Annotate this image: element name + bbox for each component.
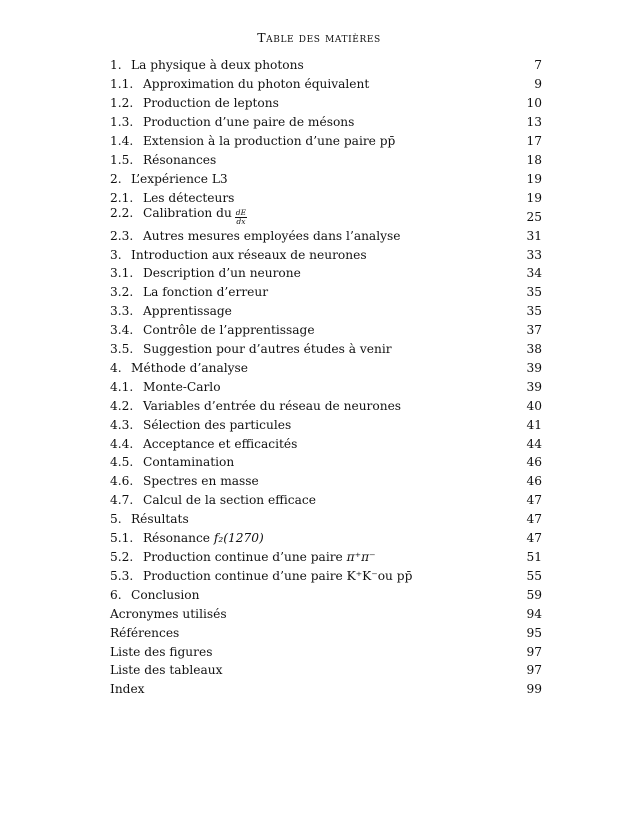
toc-entry-number: 2.2.: [110, 205, 134, 220]
toc-entry-title: Production continue d’une paire K⁺K⁻ou pp̄: [143, 568, 413, 583]
toc-entry-number: 2.3.: [110, 228, 134, 243]
toc-entry-page: 47: [526, 531, 542, 546]
toc-entry-left: [110, 304, 232, 318]
toc-entry-title: Liste des figures: [110, 644, 213, 659]
toc-entry-page: 18: [526, 152, 542, 167]
toc-entry-left: [110, 285, 268, 299]
toc-entry-page: 34: [526, 266, 542, 281]
toc-entry-title: La physique à deux photons: [131, 58, 304, 73]
toc-entry-number: 4.3.: [110, 417, 134, 432]
toc-entry-page: 46: [526, 474, 542, 489]
toc-entry[interactable]: [110, 132, 542, 151]
toc-entry-title: Production de leptons: [143, 96, 279, 111]
toc-entry-left: [110, 134, 395, 148]
toc-entry[interactable]: [110, 56, 542, 75]
toc-entry-title: Apprentissage: [143, 304, 232, 319]
toc-entry-page: 99: [526, 682, 542, 697]
toc-entry-page: 97: [526, 644, 542, 659]
toc-entry-number: 3.3.: [110, 304, 134, 319]
toc-entry-number: 5.: [110, 512, 122, 527]
toc-entry-number: 4.5.: [110, 455, 134, 470]
toc-entry[interactable]: [110, 434, 542, 453]
toc-entry-left: [110, 115, 354, 129]
toc-entry-left: [110, 531, 264, 545]
toc-entry[interactable]: [110, 75, 542, 94]
toc-entry[interactable]: [110, 113, 542, 132]
toc-entry-number: 5.3.: [110, 568, 134, 583]
toc-entry-page: 35: [526, 304, 542, 319]
toc-entry-page: 41: [526, 417, 542, 432]
toc-entry-left: [110, 607, 227, 621]
toc-entry[interactable]: [110, 359, 542, 378]
toc-entry-left: [110, 588, 199, 602]
toc-entry-left: [110, 77, 369, 91]
toc-entry[interactable]: [110, 661, 542, 680]
toc-entry-title: Conclusion: [131, 587, 200, 602]
toc-entry-left: [110, 58, 304, 72]
toc-entry-number: 3.4.: [110, 323, 134, 338]
toc-entry-title: Introduction aux réseaux de neurones: [131, 247, 367, 262]
toc-entry-page: 55: [526, 568, 542, 583]
toc-entry-title: Production continue d’une paire: [143, 550, 343, 565]
toc-entry-page: 59: [526, 587, 542, 602]
toc-entry-page: 10: [526, 96, 542, 111]
toc-entry-page: 7: [534, 58, 542, 73]
toc-entry[interactable]: [110, 453, 542, 472]
toc-entry[interactable]: [110, 623, 542, 642]
toc-entry-left: [110, 512, 189, 526]
toc-entry-number: 1.2.: [110, 96, 134, 111]
toc-entry-number: 1.: [110, 58, 122, 73]
toc-entry-math: f₂(1270): [213, 531, 264, 546]
toc-entry-number: 4.7.: [110, 493, 134, 508]
toc-entry-page: 35: [526, 285, 542, 300]
toc-entry-title: Références: [110, 625, 180, 640]
toc-entry-title: Index: [110, 682, 145, 697]
toc-entry-left: [110, 96, 279, 110]
toc-entry-number: 3.5.: [110, 342, 134, 357]
toc-entry[interactable]: [110, 340, 542, 359]
toc-entry[interactable]: [110, 510, 542, 529]
toc-entry[interactable]: [110, 642, 542, 661]
toc-entry-number: 2.: [110, 171, 122, 186]
toc-entry-number: 6.: [110, 587, 122, 602]
toc-entry-page: 46: [526, 455, 542, 470]
toc-entry-page: 25: [526, 209, 542, 224]
toc-entry-title: Description d’un neurone: [143, 266, 301, 281]
toc-entry-title: Sélection des particules: [143, 417, 292, 432]
toc-entry-title: Résultats: [131, 512, 189, 527]
toc-entry-title: Contrôle de l’apprentissage: [143, 323, 315, 338]
toc-entry-page: 31: [526, 228, 542, 243]
toc-entry-left: [110, 323, 315, 337]
toc-entry-left: [110, 248, 367, 262]
toc-entry-left: [110, 626, 179, 640]
toc-entry[interactable]: [110, 472, 542, 491]
toc-entry-page: 38: [526, 342, 542, 357]
toc-entry-title: Extension à la production d’une paire pp̄: [143, 134, 396, 149]
toc-entry-page: 9: [534, 77, 542, 92]
page-title: Table des matières: [257, 30, 381, 45]
toc-entry[interactable]: [110, 377, 542, 396]
toc-entry-left: [110, 437, 297, 451]
toc-entry-title: Liste des tableaux: [110, 663, 223, 678]
toc-entry-title: L’expérience L3: [131, 171, 228, 186]
toc-entry[interactable]: [110, 188, 542, 207]
toc-entry-title: La fonction d’erreur: [143, 285, 269, 300]
toc-entry-title: Contamination: [143, 455, 235, 470]
toc-entry[interactable]: [110, 585, 542, 604]
toc-entry-number: 4.6.: [110, 474, 134, 489]
toc-entry-left: [110, 191, 234, 205]
toc-entry-number: 3.1.: [110, 266, 134, 281]
toc-entry-number: 4.1.: [110, 379, 134, 394]
toc-entry-left: [110, 342, 392, 356]
toc-entry[interactable]: [110, 604, 542, 623]
toc-entry-page: 13: [526, 115, 542, 130]
toc-entry-number: 5.1.: [110, 531, 134, 546]
toc-entry[interactable]: [110, 207, 542, 226]
toc-entry-number: 4.4.: [110, 436, 134, 451]
toc-entry-title: Monte-Carlo: [143, 379, 221, 394]
toc-entry-title: Acceptance et efficacités: [143, 436, 298, 451]
toc-entry-number: 1.1.: [110, 77, 134, 92]
fraction-denominator: dx: [236, 216, 246, 226]
toc-entry-page: 39: [526, 360, 542, 375]
toc-entry[interactable]: [110, 151, 542, 170]
toc-entry-title: Production d’une paire de mésons: [143, 115, 355, 130]
toc-entry-title: Les détecteurs: [143, 190, 235, 205]
toc-entry-page: 47: [526, 512, 542, 527]
toc-entry-page: 44: [526, 436, 542, 451]
toc-entry-number: 1.4.: [110, 134, 134, 149]
toc-entry-page: 37: [526, 323, 542, 338]
toc-entry-left: [110, 380, 221, 394]
toc-entry-left: [110, 361, 248, 375]
toc-entry-page: 33: [526, 247, 542, 262]
toc-entry-title: Approximation du photon équivalent: [143, 77, 370, 92]
toc-entry-left: [110, 266, 301, 280]
toc-entry-page: 19: [526, 190, 542, 205]
toc-entry-left: [110, 682, 145, 696]
toc-entry-page: 39: [526, 379, 542, 394]
toc-entry[interactable]: [110, 169, 542, 188]
toc-list: [110, 56, 542, 699]
toc-entry-page: 94: [526, 606, 542, 621]
toc-entry-left: [110, 153, 216, 167]
toc-entry-title: Autres mesures employées dans l’analyse: [143, 228, 401, 243]
toc-entry-page: 97: [526, 663, 542, 678]
toc-entry-page: 40: [526, 398, 542, 413]
toc-entry-title: Variables d’entrée du réseau de neurones: [143, 398, 402, 413]
toc-entry[interactable]: [110, 302, 542, 321]
toc-entry-number: 3.: [110, 247, 122, 262]
toc-entry-title: Résonance: [143, 531, 210, 546]
toc-entry-title: Résonances: [143, 152, 217, 167]
toc-entry-left: [110, 493, 316, 507]
toc-entry[interactable]: [110, 94, 542, 113]
toc-entry-title: Méthode d’analyse: [131, 360, 248, 375]
toc-entry-number: 1.3.: [110, 115, 134, 130]
toc-entry-math: π⁺π⁻: [346, 550, 376, 565]
toc-entry[interactable]: [110, 548, 542, 567]
toc-entry[interactable]: [110, 321, 542, 340]
toc-entry-number: 1.5.: [110, 152, 134, 167]
toc-entry-page: 47: [526, 493, 542, 508]
toc-entry-title: Acronymes utilisés: [110, 606, 227, 621]
toc-entry-title: Calcul de la section efficace: [143, 493, 316, 508]
toc-entry-left: [110, 229, 400, 243]
toc-entry-title: Suggestion pour d’autres études à venir: [143, 342, 392, 357]
toc-entry[interactable]: [110, 396, 542, 415]
toc-entry-title: Spectres en masse: [143, 474, 259, 489]
toc-entry[interactable]: [110, 491, 542, 510]
toc-entry[interactable]: [110, 226, 542, 245]
toc-entry-left: [110, 172, 228, 186]
toc-entry-number: 4.2.: [110, 398, 134, 413]
toc-entry[interactable]: [110, 283, 542, 302]
toc-entry-left: [110, 455, 234, 469]
fraction-numerator: dE: [235, 207, 247, 217]
toc-entry[interactable]: [110, 529, 542, 548]
toc-entry[interactable]: [110, 680, 542, 699]
toc-entry[interactable]: [110, 245, 542, 264]
toc-entry-page: 51: [526, 550, 542, 565]
toc-entry-left: [110, 663, 222, 677]
toc-entry-page: 95: [526, 625, 542, 640]
toc-entry-left: [110, 206, 247, 228]
toc-entry-left: [110, 418, 291, 432]
toc-entry-left: [110, 569, 412, 583]
toc-entry-left: [110, 399, 401, 413]
toc-entry-title: Calibration du: [143, 205, 232, 220]
toc-entry-fraction: [235, 209, 247, 226]
toc-entry-number: 3.2.: [110, 285, 134, 300]
toc-entry-page: 19: [526, 171, 542, 186]
toc-entry-number: 4.: [110, 360, 122, 375]
toc-entry-number: 2.1.: [110, 190, 134, 205]
toc-entry[interactable]: [110, 264, 542, 283]
toc-entry[interactable]: [110, 415, 542, 434]
toc-entry-left: [110, 474, 259, 488]
toc-entry-left: [110, 550, 376, 564]
toc-entry[interactable]: [110, 566, 542, 585]
toc-entry-left: [110, 645, 212, 659]
toc-entry-page: 17: [526, 134, 542, 149]
toc-entry-number: 5.2.: [110, 550, 134, 565]
